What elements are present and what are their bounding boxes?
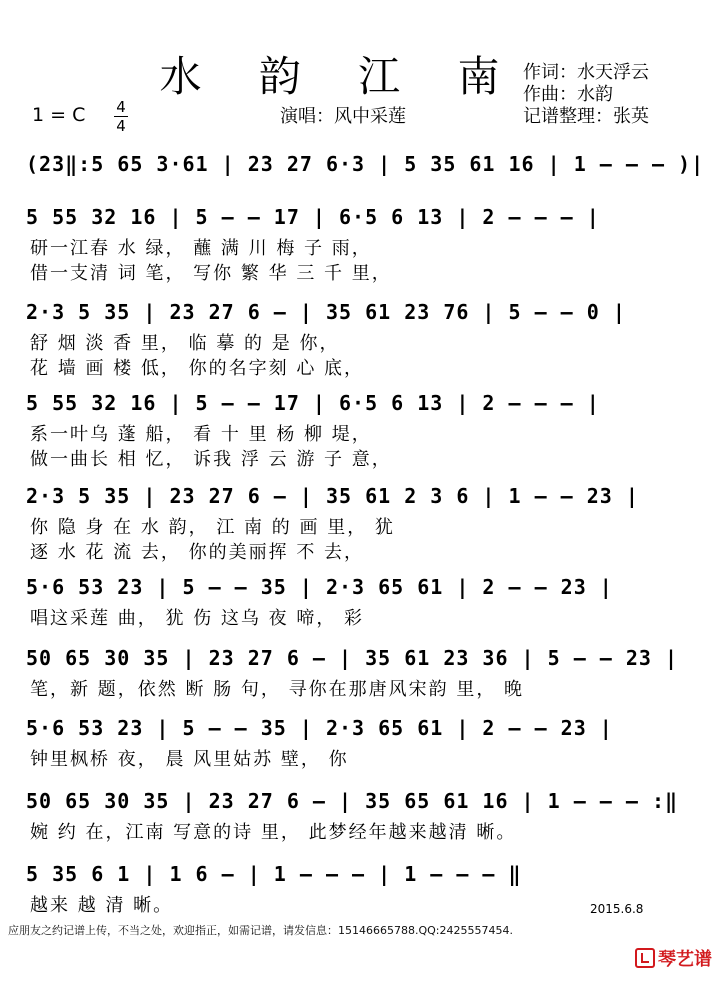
transcriber-credit: 记谱整理：张英 (523, 106, 649, 127)
time-signature (114, 100, 128, 133)
lyric-line-8: 钟里枫桥 夜， 晨 风里姑苏 壁， 你 (30, 749, 349, 770)
notation-line-10: 5 35 6 1 | 1 6 — | 1 — — — | 1 — — — ‖ (26, 862, 522, 886)
lyric-line-4b: 做一曲长 相 忆， 诉我 浮 云 游 子 意， (30, 449, 392, 470)
time-signature-bottom: 4 (116, 117, 126, 135)
transcription-date: 2015.6.8 (590, 902, 644, 916)
key-signature: 1 = C (32, 104, 86, 126)
lyric-line-9: 婉 约 在，江南 写意的诗 里， 此梦经年越来越清 晰。 (30, 822, 517, 843)
notation-line-8: 5·6 53 23 | 5 — — 35 | 2·3 65 61 | 2 — — 23 | (26, 716, 613, 740)
brand-name: 琴艺谱 (658, 949, 712, 970)
singer-credit: 演唱：风中采莲 (280, 106, 406, 127)
lyric-line-4a: 系一叶乌 蓬 船， 看 十 里 杨 柳 堤， (30, 424, 372, 445)
lyric-line-7: 笔，新 题，依然 断 肠 句， 寻你在那唐风宋韵 里， 晚 (30, 679, 525, 700)
lyric-line-5b: 逐 水 花 流 去， 你的美丽挥 不 去， (30, 542, 365, 563)
lyric-line-10: 越来 越 清 晰。 (30, 895, 174, 916)
lyric-line-6: 唱这采莲 曲， 犹 伤 这乌 夜 啼， 彩 (30, 608, 365, 629)
site-brand (635, 945, 712, 971)
lyric-line-2a: 研一江春 水 绿， 蘸 满 川 梅 子 雨， (30, 238, 372, 259)
lyric-line-3b: 花 墙 画 楼 低， 你的名字刻 心 底， (30, 358, 365, 379)
notation-line-9: 50 65 30 35 | 23 27 6 — | 35 65 61 16 | 1 — — — :‖ (26, 789, 679, 813)
notation-line-6: 5·6 53 23 | 5 — — 35 | 2·3 65 61 | 2 — — 23 | (26, 575, 613, 599)
brand-logo-icon (635, 948, 655, 968)
lyric-line-5a: 你 隐 身 在 水 韵， 江 南 的 画 里， 犹 (30, 517, 395, 538)
notation-line-1: (23‖:5 65 3·61 | 23 27 6·3 | 5 35 61 16 | 1 — — — )| (26, 152, 705, 176)
notation-line-7: 50 65 30 35 | 23 27 6 — | 35 61 23 36 | 5 — — 23 | (26, 646, 679, 670)
notation-line-5: 2·3 5 35 | 23 27 6 — | 35 61 2 3 6 | 1 — — 23 | (26, 484, 639, 508)
lyric-line-3a: 舒 烟 淡 香 里， 临 摹 的 是 你， (30, 333, 340, 354)
notation-line-2: 5 55 32 16 | 5 — — 17 | 6·5 6 13 | 2 — — — | (26, 205, 600, 229)
notation-line-4: 5 55 32 16 | 5 — — 17 | 6·5 6 13 | 2 — — — | (26, 391, 600, 415)
time-signature-top: 4 (116, 98, 126, 116)
composer-credit: 作曲：水韵 (523, 84, 613, 105)
song-title: 水 韵 江 南 (159, 52, 522, 101)
lyricist-credit: 作词：水天浮云 (523, 62, 649, 83)
footer-note: 应朋友之约记谱上传，不当之处，欢迎指正，如需记谱，请发信息：15146665788.QQ:2425557454. (8, 924, 513, 937)
notation-line-3: 2·3 5 35 | 23 27 6 — | 35 61 23 76 | 5 — — 0 | (26, 300, 626, 324)
lyric-line-2b: 借一支清 词 笔， 写你 繁 华 三 千 里， (30, 263, 392, 284)
